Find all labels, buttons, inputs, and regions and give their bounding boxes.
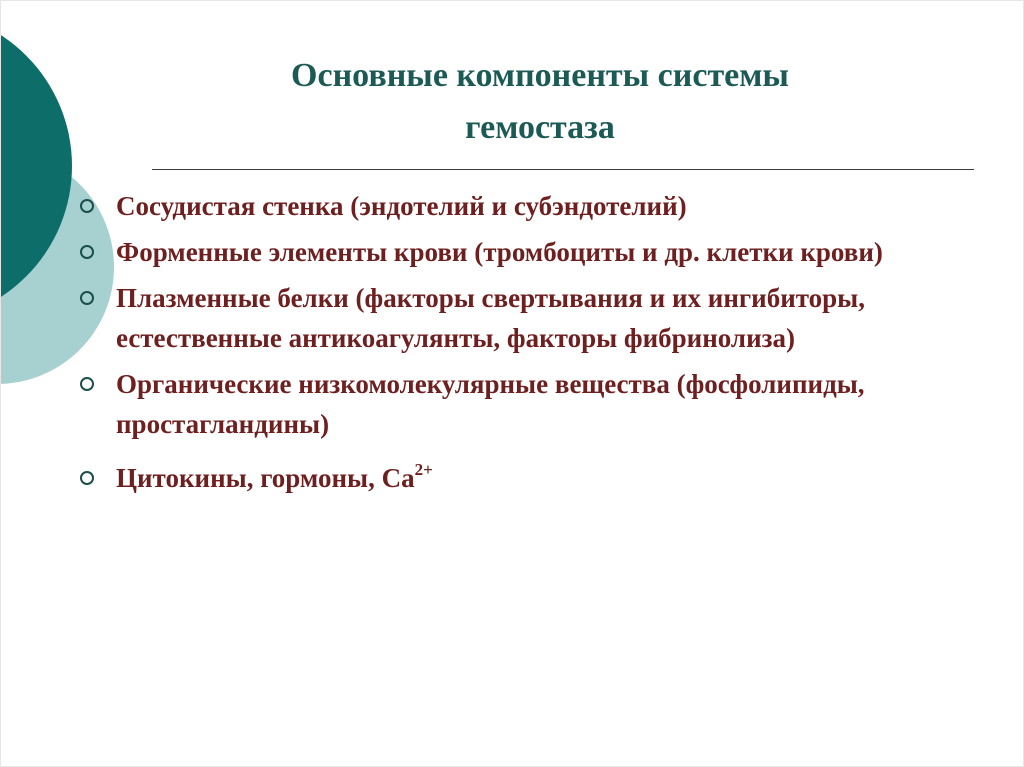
- hollow-circle-bullet-icon: [80, 245, 94, 259]
- title-line-2: гемостаза: [465, 109, 615, 146]
- bullet-item: [78, 232, 978, 272]
- hollow-circle-bullet-icon: [80, 471, 94, 485]
- hollow-circle-bullet-icon: [80, 291, 94, 305]
- hollow-circle-bullet-icon: [80, 377, 94, 391]
- title-line-1: Основные компоненты системы: [291, 57, 789, 94]
- bullet-text: Сосудистая стенка (эндотелий и субэндотелий): [116, 191, 687, 221]
- bullet-text: Цитокины, гормоны, Ca: [116, 463, 415, 493]
- bullet-item: [78, 458, 978, 498]
- bullet-item: [78, 186, 978, 226]
- bullet-text: Форменные элементы крови (тромбоциты и др. клетки крови): [116, 237, 883, 267]
- bullet-list: [78, 186, 978, 504]
- bullet-superscript: 2+: [414, 460, 433, 479]
- bullet-item: [78, 364, 978, 444]
- hollow-circle-bullet-icon: [80, 199, 94, 213]
- bullet-text: Плазменные белки (факторы свертывания и их ингибиторы, естественные антикоагулянты, факторы фибринолиза): [116, 283, 865, 353]
- slide-title: [180, 50, 900, 154]
- bullet-item: [78, 278, 978, 358]
- title-divider: [152, 169, 974, 170]
- bullet-text: Органические низкомолекулярные вещества (фосфолипиды, простагландины): [116, 369, 865, 439]
